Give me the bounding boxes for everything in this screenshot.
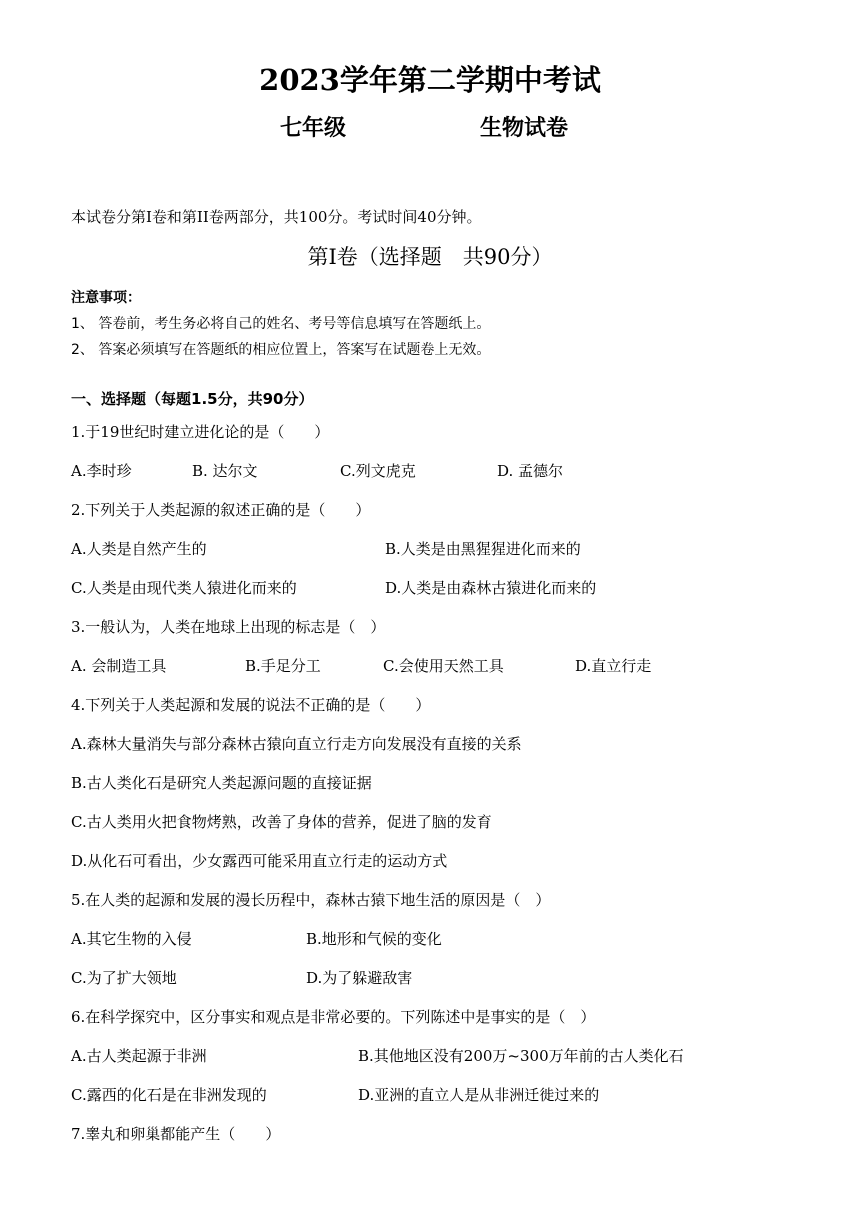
question-stem: 5.在人类的起源和发展的漫长历程中，森林古猿下地生活的原因是（ ） (71, 891, 551, 909)
question-stem: 1.于19世纪时建立进化论的是（ ） (71, 423, 330, 441)
question-stem: 6.在科学探究中，区分事实和观点是非常必要的。下列陈述中是事实的是（ ） (71, 1008, 596, 1026)
note-item: 1、 答卷前，考生务必将自己的姓名、考号等信息填写在答题纸上。 (71, 316, 491, 332)
section-heading: 一、选择题（每题1.5分，共90分） (71, 390, 314, 408)
notes-heading: 注意事项： (71, 290, 141, 306)
exam-title: 2023学年第二学期中考试 (259, 63, 601, 97)
option: D.为了躲避敌害 (306, 969, 413, 987)
option: B.其他地区没有200万~300万年前的古人类化石 (358, 1047, 684, 1065)
option: B. 达尔文 (192, 462, 258, 480)
option: C.古人类用火把食物烤熟，改善了身体的营养，促进了脑的发育 (71, 813, 492, 831)
option: D.人类是由森林古猿进化而来的 (385, 579, 597, 597)
question-stem: 2.下列关于人类起源的叙述正确的是（ ） (71, 501, 371, 519)
option: C.为了扩大领地 (71, 969, 177, 987)
option: B.地形和气候的变化 (306, 930, 442, 948)
grade-label: 七年级 (280, 115, 347, 141)
option: A.森林大量消失与部分森林古猿向直立行走方向发展没有直接的关系 (71, 735, 522, 753)
option: D. 孟德尔 (497, 462, 564, 480)
exam-intro: 本试卷分第I卷和第II卷两部分，共100分。考试时间40分钟。 (71, 208, 482, 226)
part-title: 第I卷（选择题 共90分） (307, 245, 553, 269)
option: C.列文虎克 (340, 462, 416, 480)
option: B.古人类化石是研究人类起源问题的直接证据 (71, 774, 372, 792)
option: A. 会制造工具 (71, 657, 167, 675)
note-item: 2、 答案必须填写在答题纸的相应位置上，答案写在试题卷上无效。 (71, 342, 491, 358)
option: A.其它生物的入侵 (71, 930, 192, 948)
option: A.李时珍 (71, 462, 132, 480)
option: C.会使用天然工具 (383, 657, 504, 675)
option: C.人类是由现代类人猿进化而来的 (71, 579, 297, 597)
question-stem: 4.下列关于人类起源和发展的说法不正确的是（ ） (71, 696, 431, 714)
question-stem: 7.睾丸和卵巢都能产生（ ） (71, 1125, 281, 1143)
option: D.亚洲的直立人是从非洲迁徙过来的 (358, 1086, 600, 1104)
option: B.人类是由黑猩猩进化而来的 (385, 540, 581, 558)
subject-label: 生物试卷 (480, 115, 569, 141)
option: A.古人类起源于非洲 (71, 1047, 207, 1065)
option: A.人类是自然产生的 (71, 540, 207, 558)
option: B.手足分工 (245, 657, 321, 675)
question-stem: 3.一般认为，人类在地球上出现的标志是（ ） (71, 618, 386, 636)
option: D.从化石可看出，少女露西可能采用直立行走的运动方式 (71, 852, 448, 870)
option: D.直立行走 (575, 657, 652, 675)
option: C.露西的化石是在非洲发现的 (71, 1086, 267, 1104)
